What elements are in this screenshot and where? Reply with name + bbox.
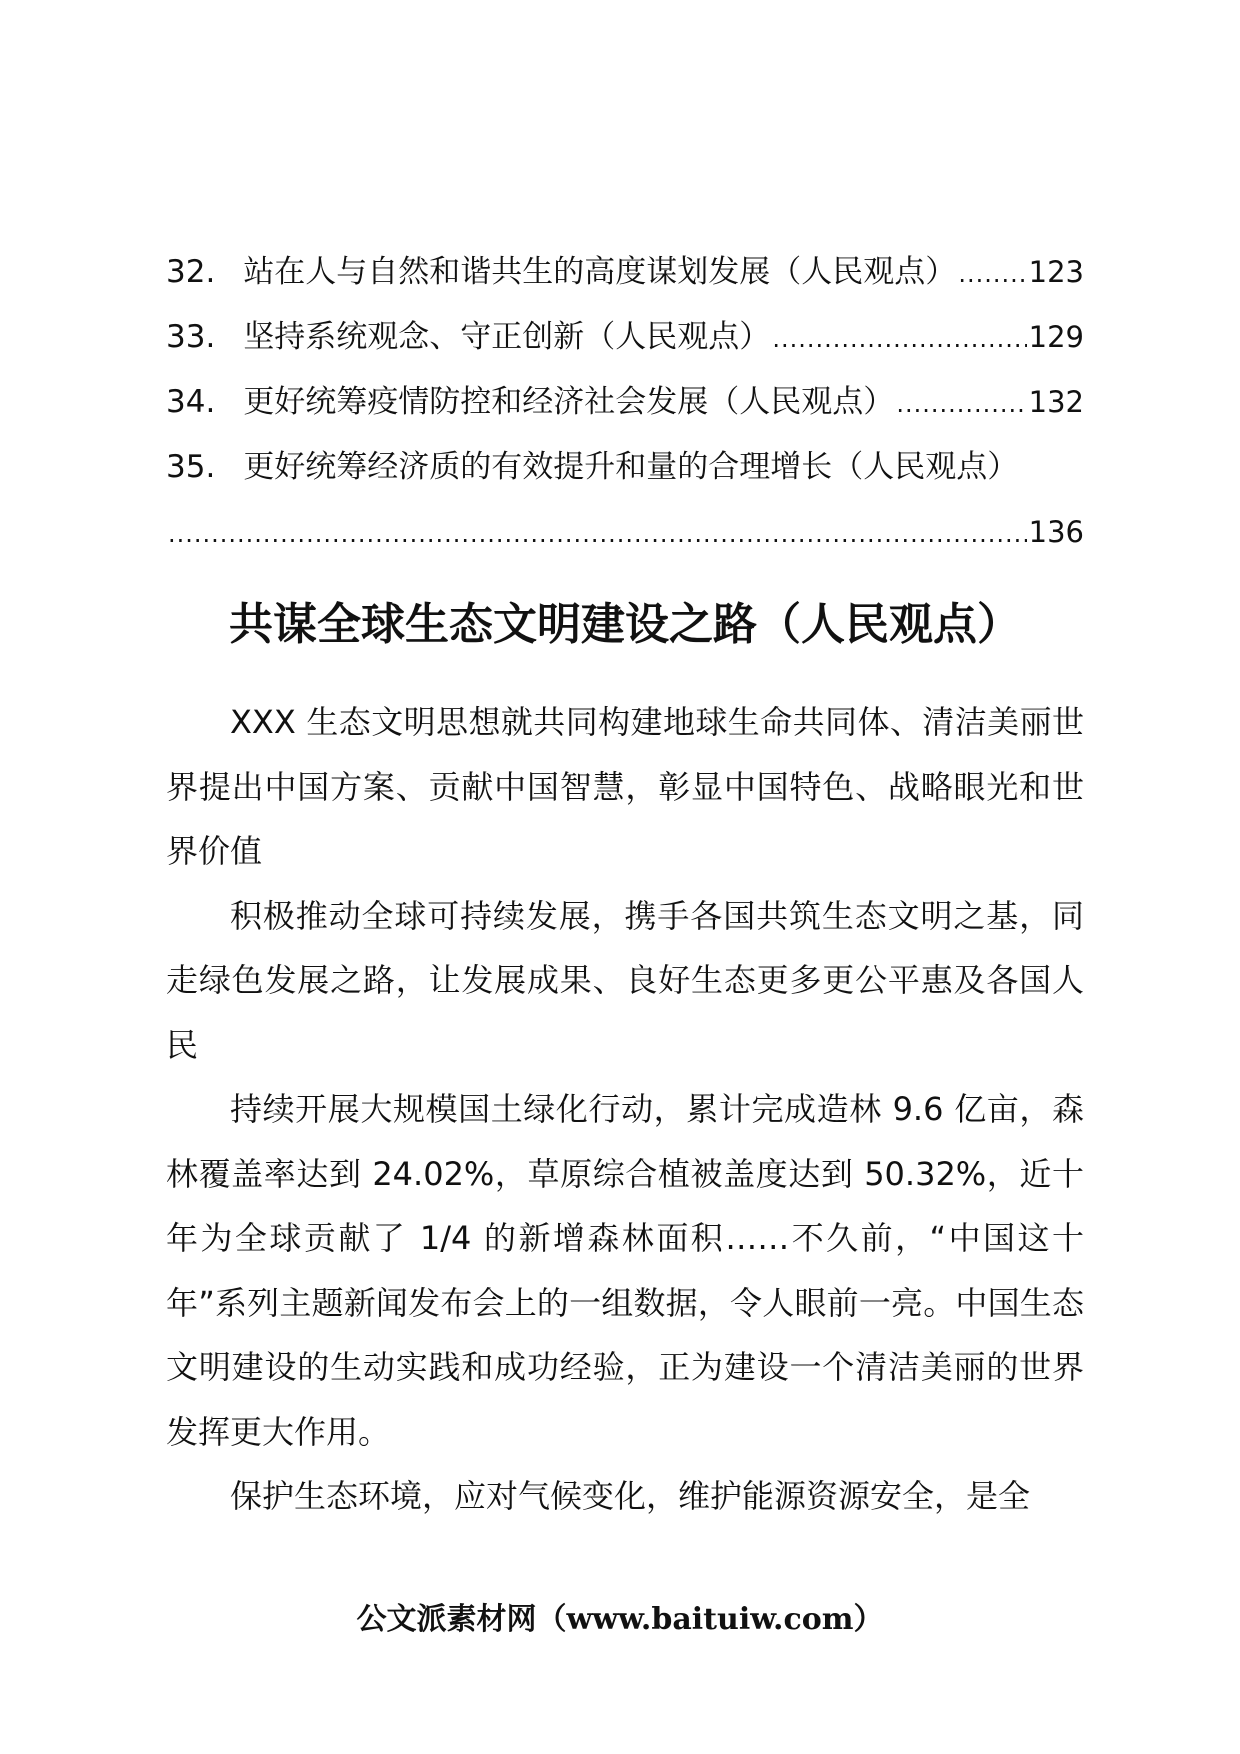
toc-page-number: 132 [1028, 385, 1084, 419]
toc-leader-dots [168, 502, 1027, 567]
toc-entry-33[interactable] [166, 305, 1084, 370]
toc-leader-dots [896, 372, 1026, 437]
toc-page-number: 136 [1028, 515, 1084, 549]
toc-number: 33. [166, 319, 216, 355]
paragraph: XXX 生态文明思想就共同构建地球生命共同体、清洁美丽世界提出中国方案、贡献中国智慧，彰显中国特色、战略眼光和世界价值 [166, 703, 1084, 870]
toc-entry-32[interactable] [166, 240, 1084, 305]
footer-watermark: 公文派素材网（www.baituiw.com） [356, 1602, 884, 1637]
toc-page-number: 129 [1028, 320, 1084, 354]
toc-number: 35. [166, 449, 216, 485]
article-body [166, 690, 1084, 1529]
toc-number: 32. [166, 254, 216, 290]
toc-title: 更好统筹经济质的有效提升和量的合理增长（人民观点） [243, 449, 1019, 485]
toc-title: 更好统筹疫情防控和经济社会发展（人民观点） [243, 384, 895, 420]
toc-page-number: 123 [1028, 255, 1084, 289]
article-title: 共谋全球生态文明建设之路（人民观点） [229, 599, 1021, 650]
paragraph: 保护生态环境，应对气候变化，维护能源资源安全，是全 [230, 1477, 1031, 1515]
paragraph: 持续开展大规模国土绿化行动，累计完成造林 9.6 亿亩，森林覆盖率达到 24.02%，草原综合植被盖度达到 50.32%，近十年为全球贡献了 1/4 的新增森林面积……不久前，“中国这十年”系列主题新闻发布会上的一组数据，令人眼前一亮。中国生态文明建设的生动实践和成功经验，正为建设一个清洁美丽的世界发挥更大作用。 [166, 1090, 1084, 1451]
toc-title: 站在人与自然和谐共生的高度谋划发展（人民观点） [243, 254, 957, 290]
toc-leader-dots [772, 307, 1026, 372]
toc-entry-34[interactable] [166, 370, 1084, 435]
toc-title: 坚持系统观念、守正创新（人民观点） [243, 319, 771, 355]
toc-leader-dots [958, 242, 1026, 307]
table-of-contents [166, 240, 1084, 565]
paragraph: 积极推动全球可持续发展，携手各国共筑生态文明之基，同走绿色发展之路，让发展成果、良好生态更多更公平惠及各国人民 [166, 896, 1084, 1064]
toc-number: 34. [166, 384, 216, 420]
toc-entry-35[interactable] [166, 435, 1084, 565]
